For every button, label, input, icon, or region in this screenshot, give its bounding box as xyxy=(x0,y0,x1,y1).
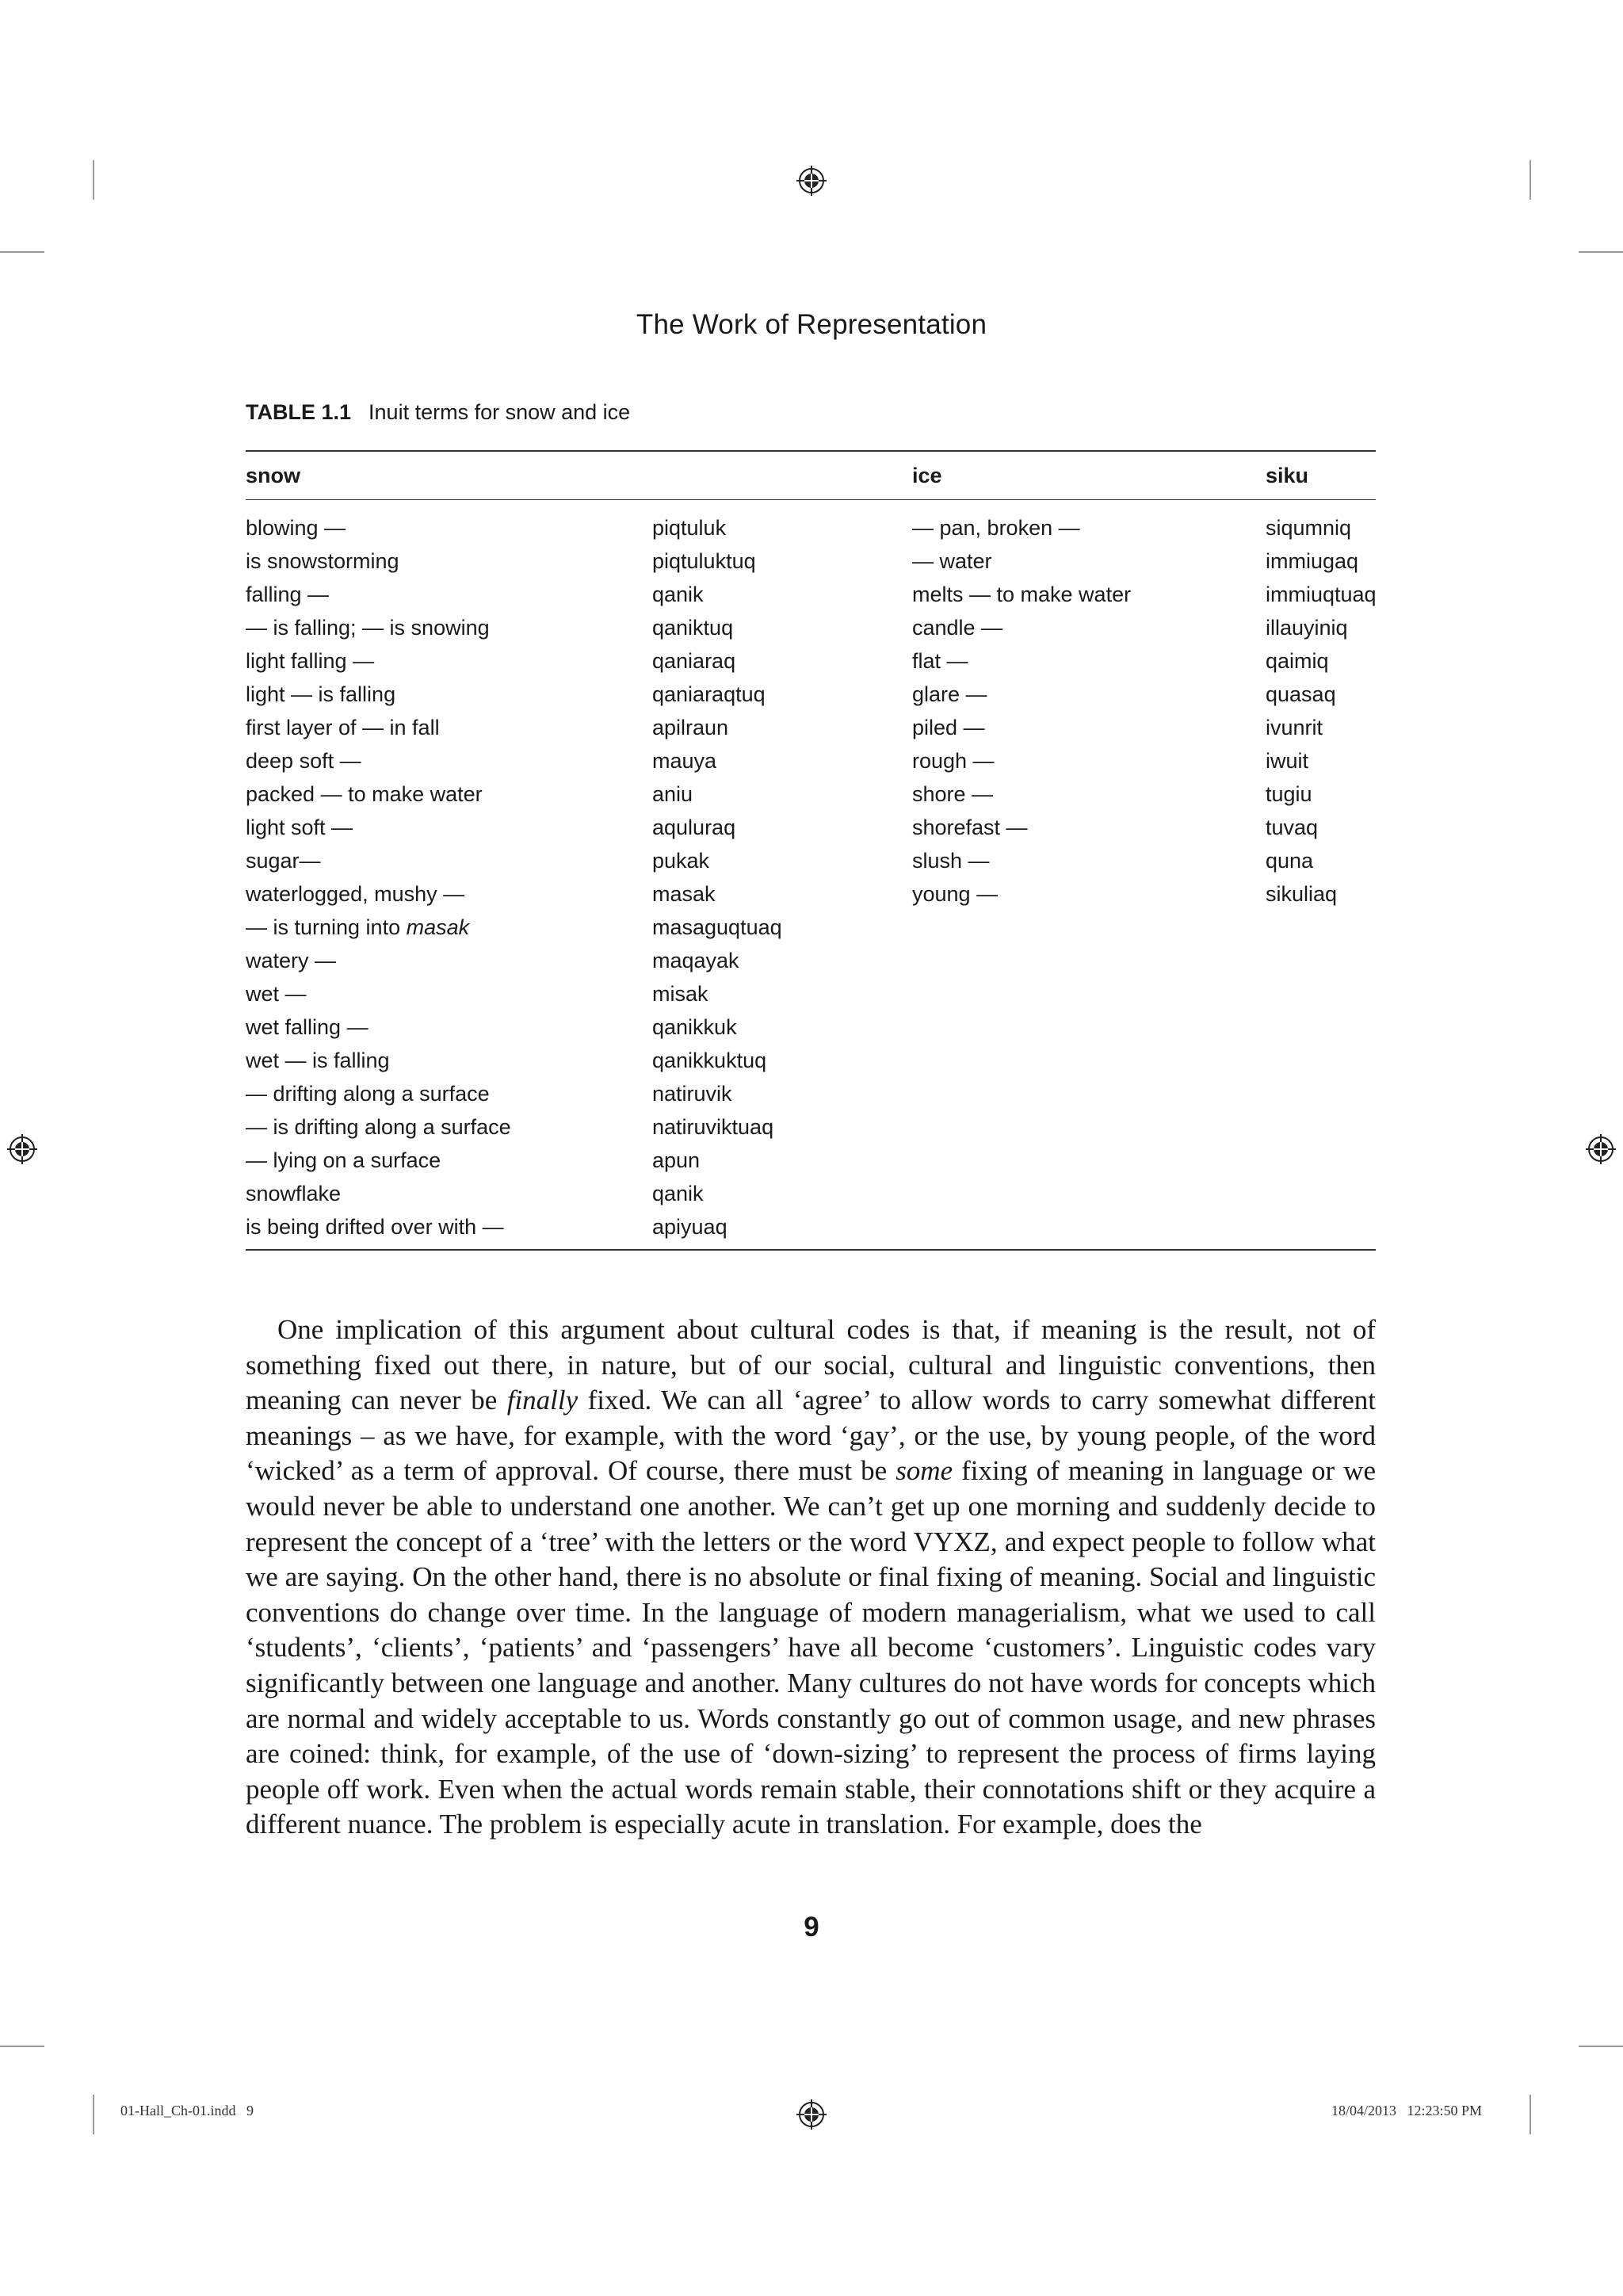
table-cell: waterlogged, mushy — xyxy=(246,882,465,906)
table-cell: wet — xyxy=(246,982,307,1006)
table-cell: light — is falling xyxy=(246,682,396,706)
crop-mark xyxy=(0,2046,44,2047)
table-cell: apun xyxy=(652,1148,701,1172)
table-cell: wet — is falling xyxy=(246,1049,390,1072)
table-cell: — is turning into masak xyxy=(246,915,470,939)
table-cell: mauya xyxy=(652,749,717,773)
table-cell: apiyuaq xyxy=(652,1215,727,1239)
snow-terms-column xyxy=(246,514,511,1246)
table-cell: aniu xyxy=(652,782,693,806)
crop-mark xyxy=(1529,2095,1531,2134)
table-cell: qanikkuk xyxy=(652,1015,737,1039)
table-cell: — water xyxy=(912,549,992,573)
slug-filename: 01-Hall_Ch-01.indd 9 xyxy=(120,2103,254,2118)
column-header-ice: ice xyxy=(912,464,942,487)
table-cell: tugiu xyxy=(1266,782,1312,806)
table-cell: masaguqtuaq xyxy=(652,915,782,939)
emphasis: finally xyxy=(506,1385,579,1416)
table-cell: rough — xyxy=(912,749,995,773)
table-cell: iwuit xyxy=(1266,749,1309,773)
table-title: Inuit terms for snow and ice xyxy=(369,400,631,424)
registration-mark-icon xyxy=(6,1133,38,1165)
table-cell: deep soft — xyxy=(246,749,361,773)
table-cell: misak xyxy=(652,982,708,1006)
crop-mark xyxy=(93,2095,94,2134)
table-cell: first layer of — in fall xyxy=(246,716,440,739)
ice-terms-column xyxy=(912,514,1131,913)
table-cell: candle — xyxy=(912,616,1003,640)
emphasis: some xyxy=(896,1455,953,1487)
registration-mark-icon xyxy=(796,2099,827,2130)
table-cell: packed — to make water xyxy=(246,782,483,806)
table-cell: qaniaraq xyxy=(652,649,736,673)
column-header-siku: siku xyxy=(1266,464,1309,487)
table-cell: shorefast — xyxy=(912,816,1028,839)
table-cell: piqtuluktuq xyxy=(652,549,756,573)
snow-inuit-column xyxy=(652,514,782,1246)
table-cell: natiruviktuaq xyxy=(652,1115,774,1139)
crop-mark xyxy=(1579,2046,1623,2047)
table-cell: natiruvik xyxy=(652,1082,732,1106)
table-cell: sikuliaq xyxy=(1266,882,1338,906)
table-cell: masak xyxy=(652,882,716,906)
table-cell: light falling — xyxy=(246,649,375,673)
registration-mark-icon xyxy=(796,165,827,197)
table-cell: light soft — xyxy=(246,816,353,839)
table-cell: flat — xyxy=(912,649,968,673)
table-cell: quna xyxy=(1266,849,1314,873)
table-cell: wet falling — xyxy=(246,1015,369,1039)
table-cell: illauyiniq xyxy=(1266,616,1348,640)
registration-mark-icon xyxy=(1585,1133,1617,1165)
crop-mark xyxy=(1529,160,1531,200)
table-caption xyxy=(246,400,630,425)
table-cell: siqumniq xyxy=(1266,516,1352,540)
slug-timestamp: 18/04/2013 12:23:50 PM xyxy=(1331,2103,1483,2118)
table-cell: watery — xyxy=(246,949,337,972)
body-paragraph: One implication of this argument about cultural codes is that, if meaning is the result, not of something fixed out there, in nature, but of our social, cultural and linguistic conventions, then meaning can never be finally fixed. We can all ‘agree’ to allow words to carry somewhat different meanings – as we have, for example, with the word ‘gay’, or the use, by young people, of the word ‘wicked’ as a term of approval. Of course, there must be some fixing of meaning in language or we would never be able to understand one another. We can’t get up one morning and suddenly decide to represent the concept of a ‘tree’ with the letters or the word VYXZ, and expect people to follow what we are saying. On the other hand, there is no absolute or final fixing of meaning. Social and linguistic conventions do change over time. In the language of modern managerialism, what we used to call ‘students’, ‘clients’, ‘patients’ and ‘passengers’ have all become ‘customers’. Linguistic codes vary significantly between one language and another. Many cultures do not have words for concepts which are normal and widely acceptable to us. Words constantly go out of common usage, and new phrases are coined: think, for example, of the use of ‘down-sizing’ to represent the process of firms laying people off work. Even when the actual words remain stable, their connotations shift or they acquire a different nuance. The problem is especially acute in translation. For example, does the xyxy=(246,1314,1377,1840)
table-cell: qanikkuktuq xyxy=(652,1049,767,1072)
table-cell: — is falling; — is snowing xyxy=(246,616,490,640)
table-cell: piqtuluk xyxy=(652,516,727,540)
table-cell: qaimiq xyxy=(1266,649,1329,673)
column-header-snow: snow xyxy=(246,464,301,487)
table-header-rule xyxy=(246,499,1376,500)
table-cell: — lying on a surface xyxy=(246,1148,441,1172)
crop-mark xyxy=(1579,251,1623,253)
table-cell: glare — xyxy=(912,682,987,706)
table-cell: blowing — xyxy=(246,516,346,540)
table-cell: piled — xyxy=(912,716,985,739)
table-cell: maqayak xyxy=(652,949,739,972)
table-cell: qanik xyxy=(652,583,704,606)
table-cell: slush — xyxy=(912,849,990,873)
table-cell: aquluraq xyxy=(652,816,736,839)
table-cell: immiuqtuaq xyxy=(1266,583,1377,606)
page-number: 9 xyxy=(804,1912,819,1943)
table-cell: qanik xyxy=(652,1182,704,1205)
table-cell: immiugaq xyxy=(1266,549,1359,573)
table-cell: is being drifted over with — xyxy=(246,1215,504,1239)
table-cell: qaniktuq xyxy=(652,616,734,640)
table-cell: ivunrit xyxy=(1266,716,1323,739)
table-cell: — pan, broken — xyxy=(912,516,1080,540)
table-cell: shore — xyxy=(912,782,994,806)
table-cell: — drifting along a surface xyxy=(246,1082,490,1106)
body-text xyxy=(246,1312,1376,1843)
table-cell: quasaq xyxy=(1266,682,1336,706)
table-cell: qaniaraqtuq xyxy=(652,682,766,706)
table-bottom-rule xyxy=(246,1249,1376,1251)
table-cell: — is drifting along a surface xyxy=(246,1115,511,1139)
table-cell: melts — to make water xyxy=(912,583,1132,606)
table-cell: young — xyxy=(912,882,999,906)
table-cell: snowflake xyxy=(246,1182,342,1205)
table-cell: sugar— xyxy=(246,849,321,873)
table-label: TABLE 1.1 xyxy=(246,400,352,424)
running-head: The Work of Representation xyxy=(636,309,987,340)
crop-mark xyxy=(0,251,44,253)
table-cell: is snowstorming xyxy=(246,549,399,573)
table-cell: falling — xyxy=(246,583,330,606)
crop-mark xyxy=(93,160,94,200)
table-cell: pukak xyxy=(652,849,710,873)
table-cell: tuvaq xyxy=(1266,816,1319,839)
table-cell: apilraun xyxy=(652,716,729,739)
ice-inuit-column xyxy=(1266,514,1377,913)
table-top-rule xyxy=(246,450,1376,452)
